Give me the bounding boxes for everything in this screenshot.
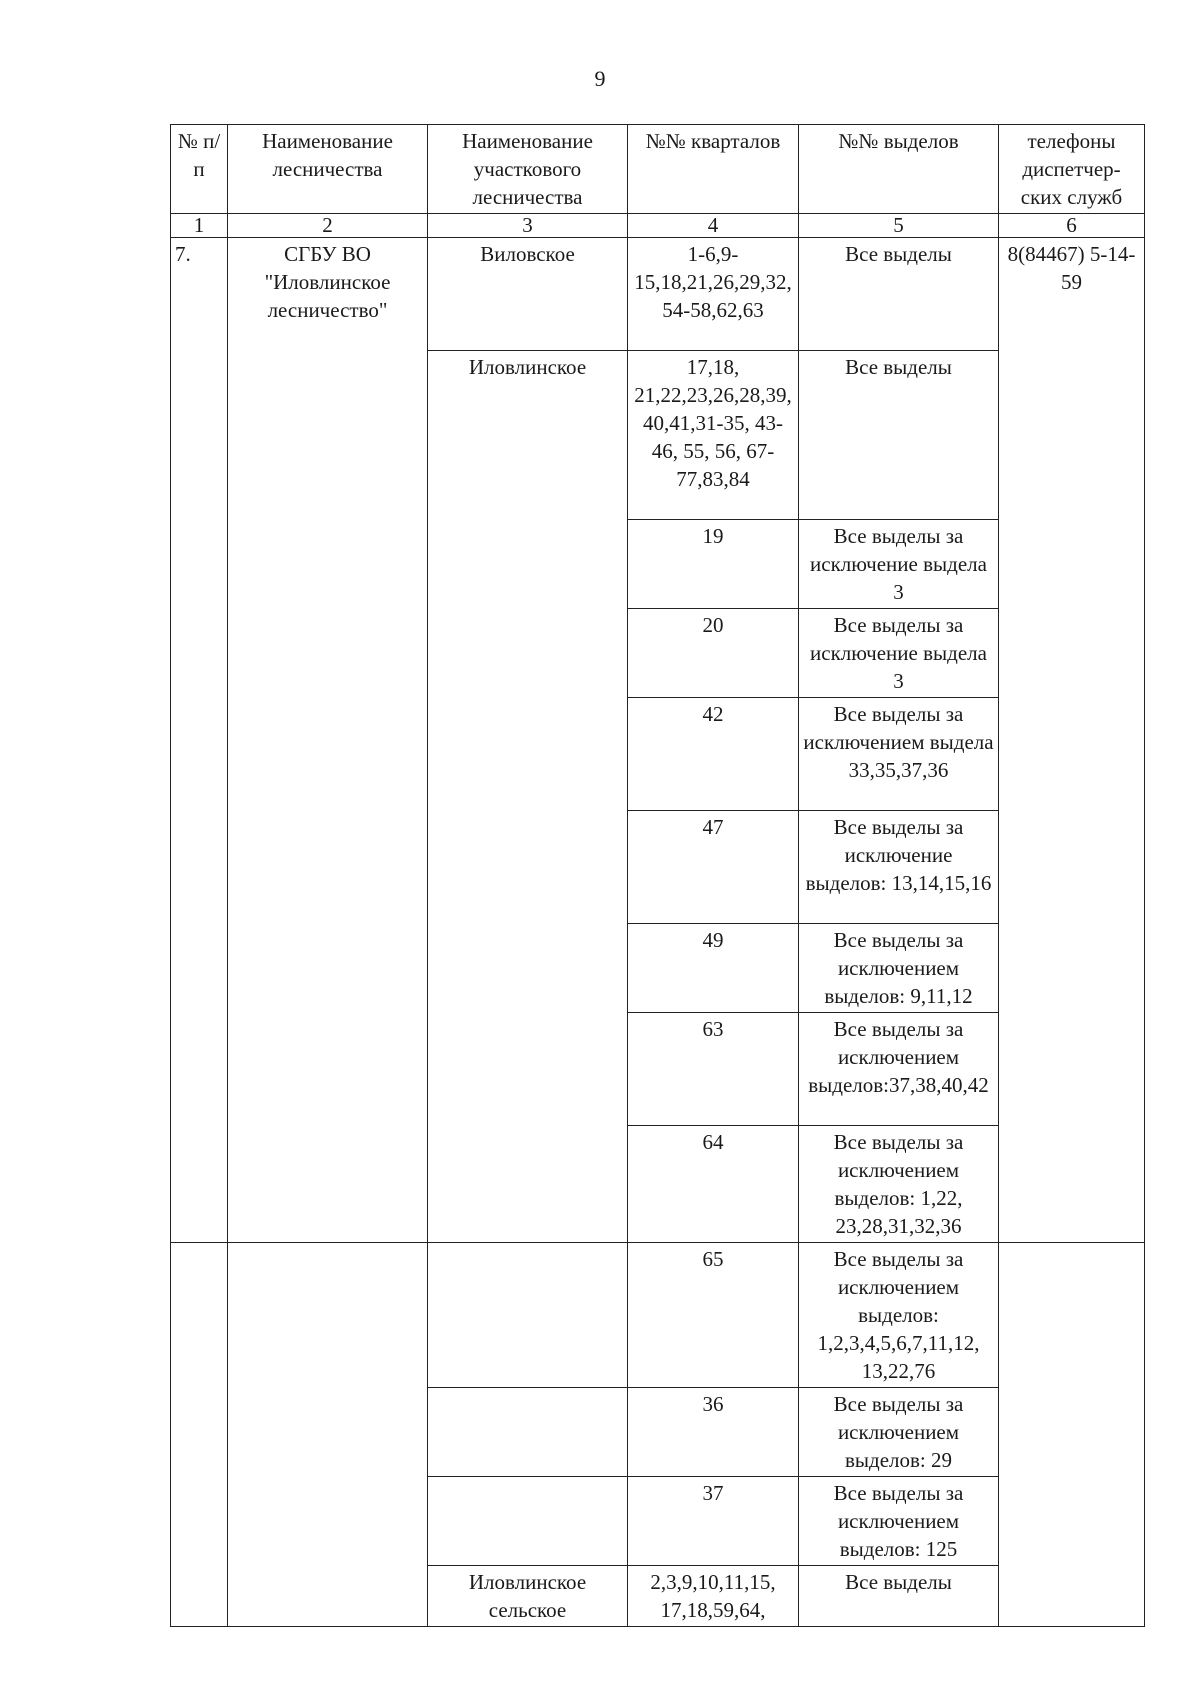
header-quarters: №№ кварталов	[628, 125, 799, 214]
sections-cell: Все выделы	[799, 1566, 999, 1627]
phone-cell: 8(84467) 5-14-59	[999, 238, 1145, 1243]
quarters-cell: 36	[628, 1388, 799, 1477]
forestry-table	[170, 124, 1145, 1627]
col-number: 4	[628, 214, 799, 238]
page-number: 9	[594, 66, 606, 91]
sections-cell: Все выделы	[799, 351, 999, 520]
table-row	[171, 1243, 1145, 1388]
quarters-cell: 64	[628, 1126, 799, 1243]
sections-cell: Все выделы за исключение выделов: 13,14,15,16	[799, 811, 999, 924]
sections-cell: Все выделы за исключение выдела 3	[799, 520, 999, 609]
district-name: Иловлинское сельское	[428, 1566, 628, 1627]
table-row	[171, 238, 1145, 351]
col-number: 1	[171, 214, 228, 238]
header-phones: телефоны диспетчер-ских служб	[999, 125, 1145, 214]
quarters-cell: 19	[628, 520, 799, 609]
sections-cell: Все выделы за исключением выделов: 125	[799, 1477, 999, 1566]
sections-cell: Все выделы за исключение выдела 3	[799, 609, 999, 698]
quarters-cell: 63	[628, 1013, 799, 1126]
col-number: 2	[228, 214, 428, 238]
district-name-empty	[428, 1477, 628, 1566]
header-sections: №№ выделов	[799, 125, 999, 214]
district-name: Иловлинское	[428, 351, 628, 1243]
sections-cell: Все выделы за исключением выделов: 9,11,12	[799, 924, 999, 1013]
sections-cell: Все выделы за исключением выдела 33,35,37,36	[799, 698, 999, 811]
sections-cell: Все выделы	[799, 238, 999, 351]
quarters-cell: 1-6,9-15,18,21,26,29,32,54-58,62,63	[628, 238, 799, 351]
col-number: 5	[799, 214, 999, 238]
row-num: 7.	[171, 238, 228, 1243]
district-name: Виловское	[428, 238, 628, 351]
sections-cell: Все выделы за исключением выделов: 29	[799, 1388, 999, 1477]
header-num: № п/п	[171, 125, 228, 214]
quarters-cell: 47	[628, 811, 799, 924]
phone-cell-empty	[999, 1243, 1145, 1627]
forestry-name: СГБУ ВО "Иловлинское лесничество"	[228, 238, 428, 1243]
quarters-cell: 20	[628, 609, 799, 698]
col-number: 3	[428, 214, 628, 238]
quarters-cell: 49	[628, 924, 799, 1013]
quarters-cell: 17,18, 21,22,23,26,28,39,40,41,31-35, 43-46, 55, 56, 67-77,83,84	[628, 351, 799, 520]
quarters-cell: 2,3,9,10,11,15, 17,18,59,64,	[628, 1566, 799, 1627]
header-forestry: Наименование лесничества	[228, 125, 428, 214]
quarters-cell: 65	[628, 1243, 799, 1388]
sections-cell: Все выделы за исключением выделов: 1,22, 23,28,31,32,36	[799, 1126, 999, 1243]
quarters-cell: 37	[628, 1477, 799, 1566]
header-district: Наименование участкового лесничества	[428, 125, 628, 214]
forestry-name-empty	[228, 1243, 428, 1627]
header-row	[171, 125, 1145, 214]
district-name-empty	[428, 1388, 628, 1477]
district-name-empty	[428, 1243, 628, 1388]
row-num-empty	[171, 1243, 228, 1627]
sections-cell: Все выделы за исключением выделов: 1,2,3,4,5,6,7,11,12, 13,22,76	[799, 1243, 999, 1388]
quarters-cell: 42	[628, 698, 799, 811]
col-number: 6	[999, 214, 1145, 238]
sections-cell: Все выделы за исключением выделов:37,38,40,42	[799, 1013, 999, 1126]
column-number-row	[171, 214, 1145, 238]
